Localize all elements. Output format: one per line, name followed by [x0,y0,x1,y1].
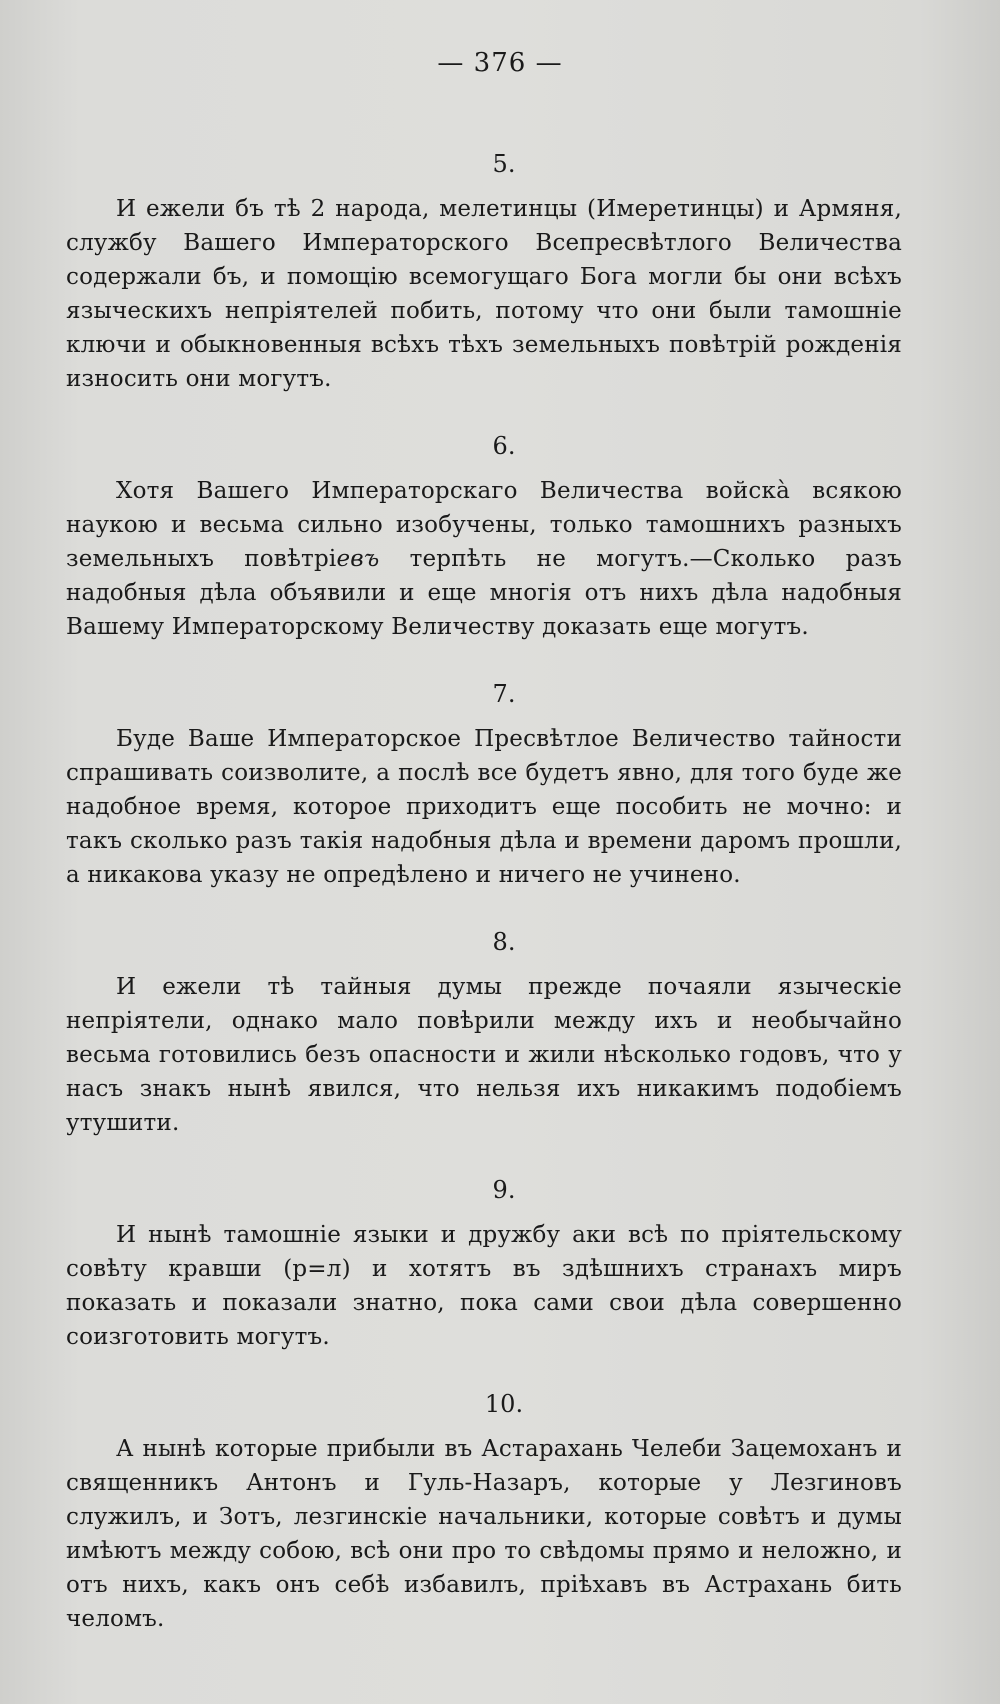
section-paragraph: А нынѣ которые прибыли въ Астарахань Челеби Зацемоханъ и священникъ Антонъ и Гуль-Назаръ, которые у Лезгиновъ служилъ, и Зотъ, лезгинскіе начальники, которые совѣтъ и думы имѣютъ между собою, всѣ они про то свѣдомы прямо и неложно, и отъ нихъ, какъ онъ себѣ избавилъ, пріѣхавъ въ Астрахань бить челомъ. [66,1436,902,1632]
section-paragraph: И нынѣ тамошніе языки и дружбу аки всѣ по пріятельскому совѣту кравши (р=л) и хотятъ въ здѣшнихъ странахъ миръ показать и показали знатно, пока сами свои дѣла совершенно соизготовить могутъ. [66,1222,902,1350]
section-number: 6. [492,432,516,460]
paragraph-text-before: Хотя Вашего Императорскаго Величества войскà всякою наукою и весьма сильно изобучены, только тамошнихъ разныхъ земельныхъ повѣтрі [66,478,902,572]
section-6 [66,432,902,644]
document-body [66,150,902,1672]
section-9 [66,1176,902,1354]
section-number: 5. [492,150,516,178]
section-7 [66,680,902,892]
paragraph-text-after: терпѣть не могутъ.—Сколько разъ надобныя дѣла объявили и еще многія отъ нихъ дѣла надобныя Вашему Императорскому Величеству доказать еще могутъ. [66,546,902,640]
paragraph-italic-text: евъ [336,546,380,572]
section-number: 7. [492,680,516,708]
page-number: — 376 — [437,48,563,78]
section-10 [66,1390,902,1636]
section-5 [66,150,902,396]
section-number: 10. [484,1390,524,1418]
section-paragraph: И ежели тѣ тайныя думы прежде почаяли языческіе непріятели, однако мало повѣрили между ихъ и необычайно весьма готовились безъ опасности и жили нѣсколько годовъ, что у насъ знакъ нынѣ явился, что нельзя ихъ никакимъ подобіемъ утушити. [66,974,902,1136]
section-paragraph [66,474,902,644]
section-paragraph: Буде Ваше Императорское Пресвѣтлое Величество тайности спрашивать соизволите, а послѣ все будетъ явно, для того буде же надобное время, которое приходитъ еще пособить не мочно: и такъ сколько разъ такія надобныя дѣла и времени даромъ прошли, а никакова указу не опредѣлено и ничего не учинено. [66,726,902,888]
section-paragraph: И ежели бъ тѣ 2 народа, мелетинцы (Имеретинцы) и Армяня, службу Вашего Императорского Всепресвѣтлого Величества содержали бъ, и помощію всемогущаго Бога могли бы они всѣхъ языческихъ непріятелей побить, потому что они были тамошніе ключи и обыкновенныя всѣхъ тѣхъ земельныхъ повѣтрій рожденія износить они могутъ. [66,196,902,392]
section-8 [66,928,902,1140]
section-number: 9. [492,1176,516,1204]
section-number: 8. [492,928,516,956]
